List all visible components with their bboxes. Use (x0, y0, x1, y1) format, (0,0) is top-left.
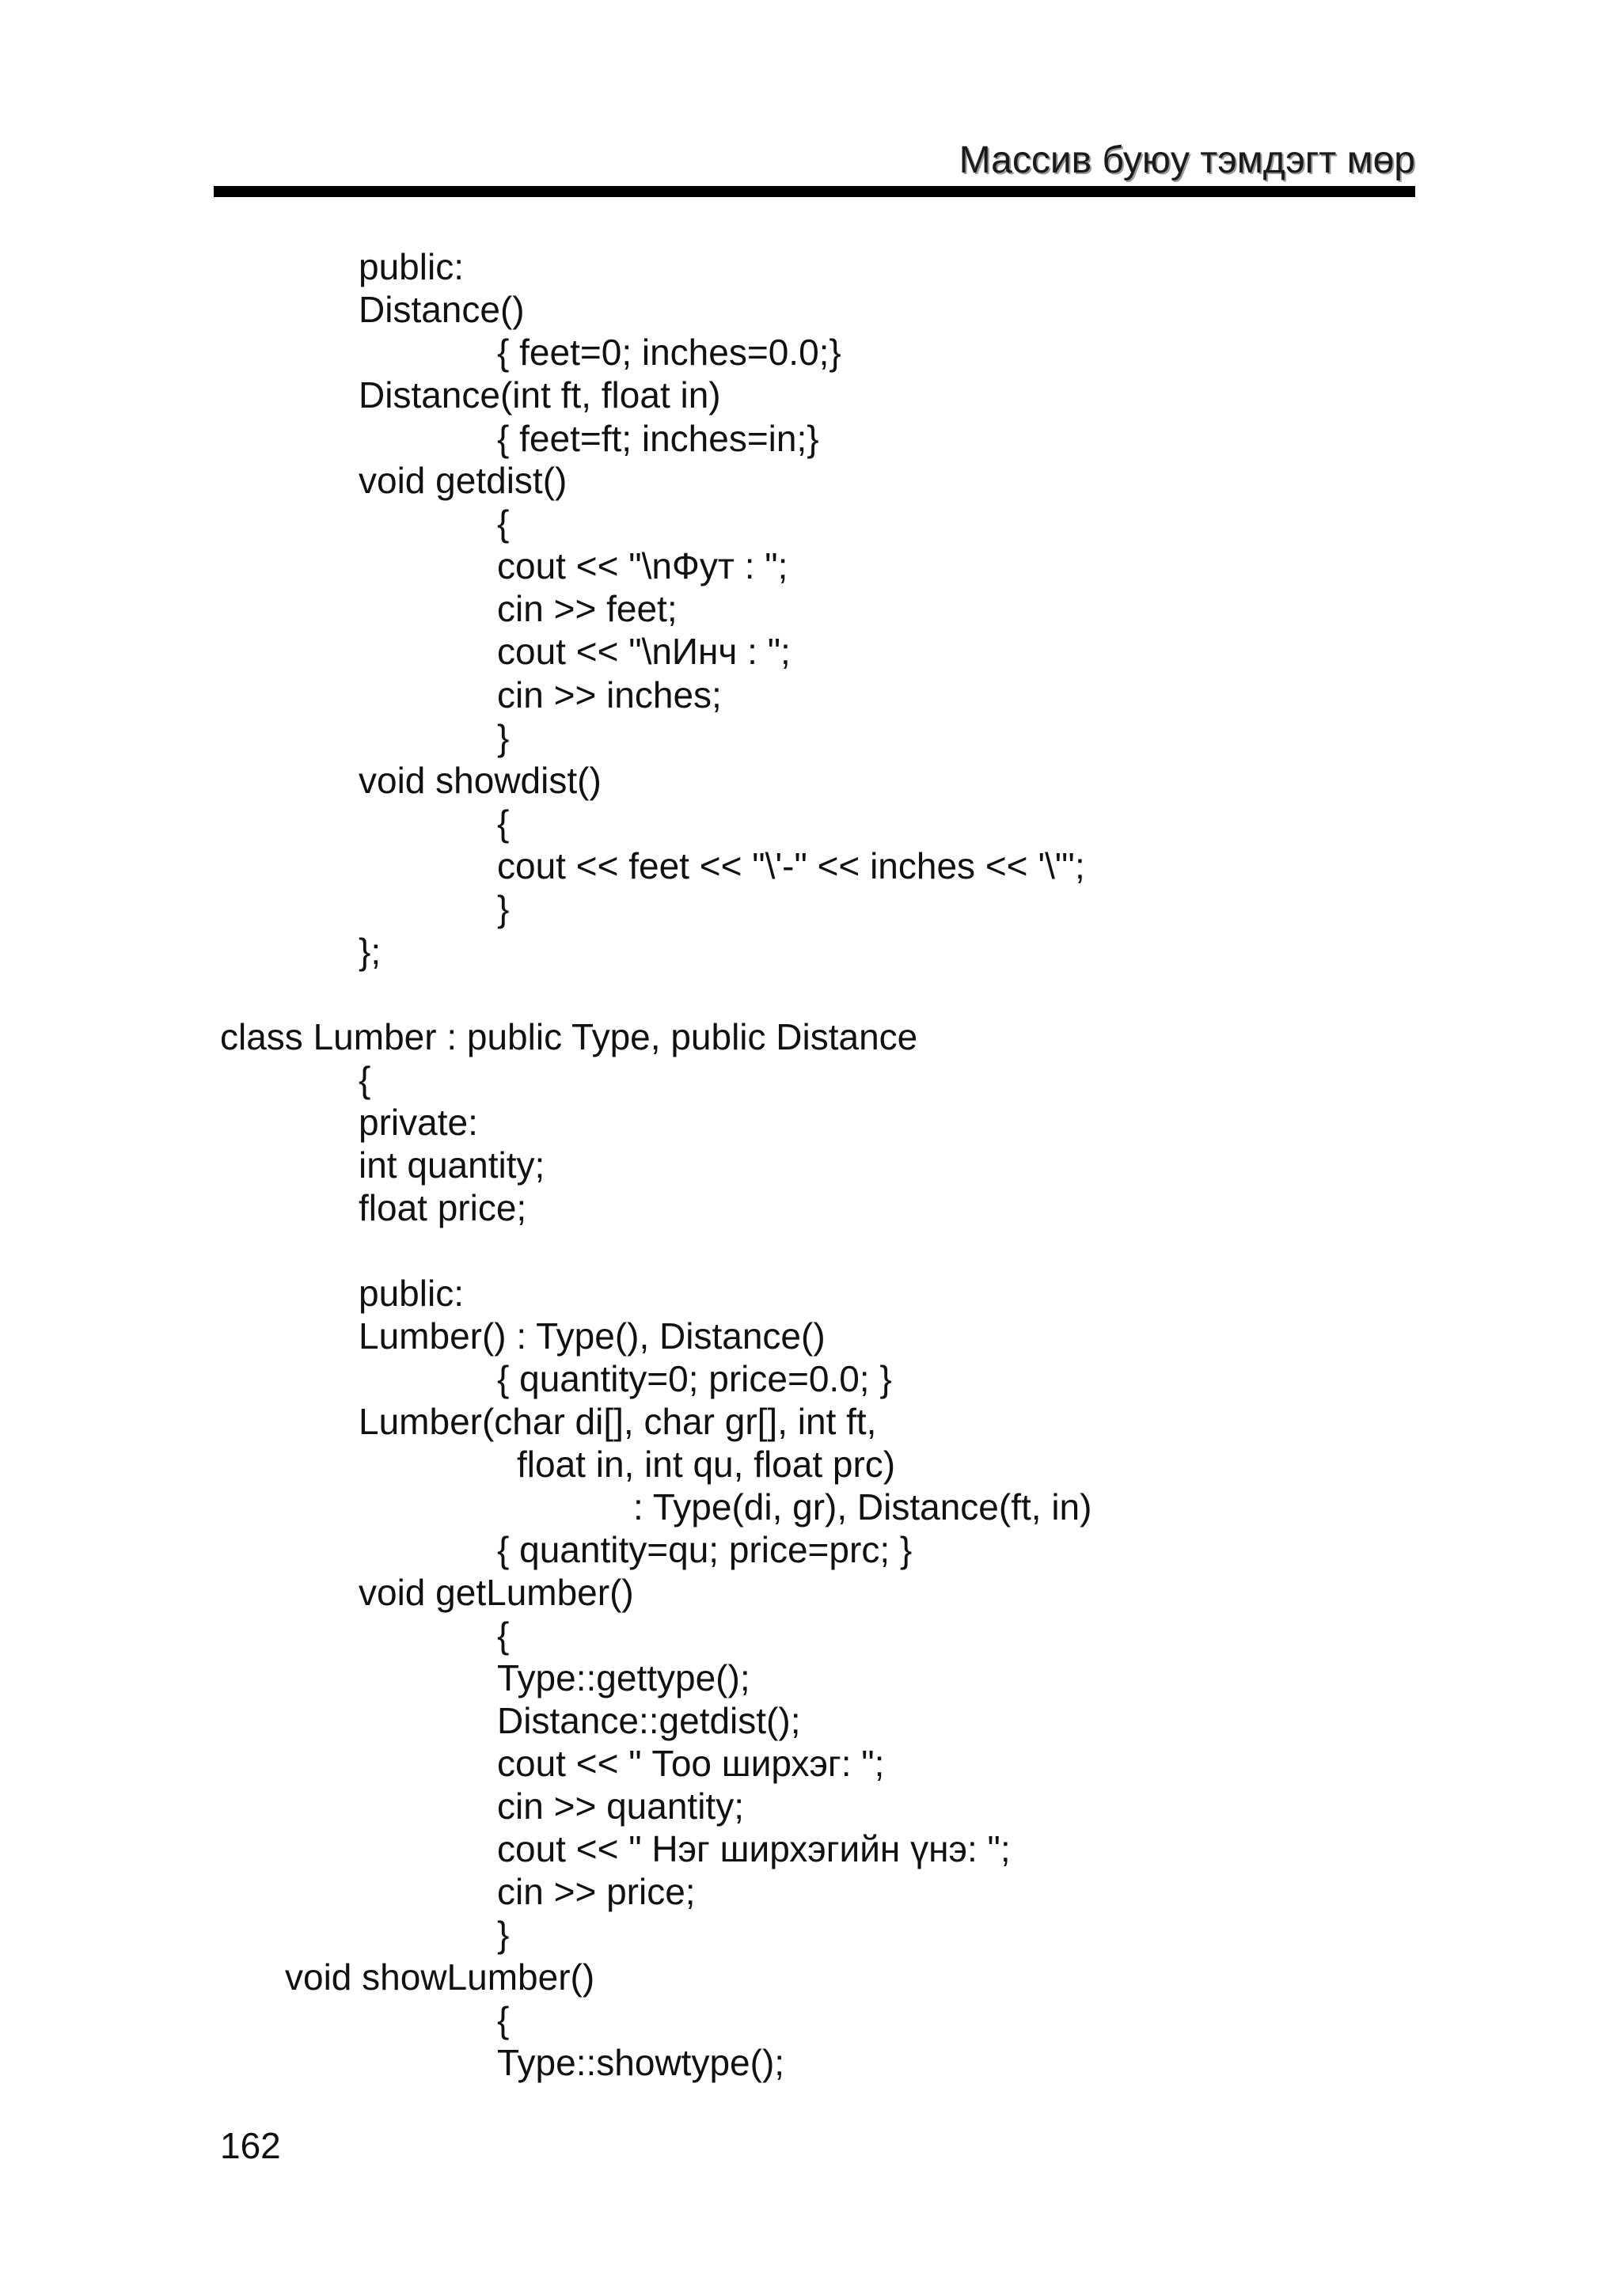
code-line: Distance::getdist(); (497, 1700, 801, 1741)
code-line: { (497, 1999, 510, 2040)
code-line: void getdist() (359, 460, 568, 501)
code-line: { feet=ft; inches=in;} (497, 418, 819, 459)
code-line: void showLumber() (285, 1956, 595, 1998)
code-line: Lumber() : Type(), Distance() (359, 1315, 826, 1357)
code-line: { (359, 1059, 371, 1100)
code-line: float price; (359, 1187, 527, 1228)
code-line: public: (359, 1273, 464, 1314)
code-line: { (497, 503, 510, 544)
code-line: cin >> price; (497, 1871, 696, 1912)
code-line: cin >> quantity; (497, 1786, 744, 1827)
code-line: Type::showtype(); (497, 2042, 785, 2083)
code-line: cin >> inches; (497, 674, 722, 715)
code-line: cout << " Тоо ширхэг: "; (497, 1743, 885, 1784)
code-line: void getLumber() (359, 1572, 634, 1613)
code-line: : Type(di, gr), Distance(ft, in) (633, 1486, 1092, 1528)
code-line: Type::gettype(); (497, 1657, 750, 1698)
code-line: { (497, 1615, 510, 1656)
code-line: { (497, 803, 510, 844)
code-line: void showdist() (359, 760, 602, 801)
code-line: float in, int qu, float prc) (517, 1444, 896, 1485)
code-line: Lumber(char di[], char gr[], int ft, (359, 1401, 877, 1442)
code-line: Distance(int ft, float in) (359, 374, 721, 416)
code-line: { feet=0; inches=0.0;} (497, 332, 841, 373)
page-number: 162 (220, 2125, 281, 2166)
code-line: cout << "\nФут : "; (497, 545, 788, 586)
code-line: public: (359, 246, 464, 287)
chapter-title: Массив буюу тэмдэгт мөр (959, 139, 1415, 181)
code-line: Distance() (359, 289, 525, 330)
code-line: } (497, 717, 510, 758)
code-line: cin >> feet; (497, 588, 678, 629)
code-line: cout << "\nИнч : "; (497, 631, 791, 672)
code-line: } (497, 1914, 510, 1955)
code-line: private: (359, 1102, 478, 1143)
code-line: cout << feet << "\'-" << inches << '\"'; (497, 845, 1085, 886)
code-line: } (497, 888, 510, 929)
code-line: class Lumber : public Type, public Distance (220, 1016, 918, 1057)
code-line: cout << " Нэг ширхэгийн үнэ: "; (497, 1828, 1011, 1869)
code-line: { quantity=qu; price=prc; } (497, 1529, 913, 1570)
code-line: }; (359, 931, 382, 972)
code-line: int quantity; (359, 1144, 545, 1186)
code-line: { quantity=0; price=0.0; } (497, 1358, 892, 1399)
